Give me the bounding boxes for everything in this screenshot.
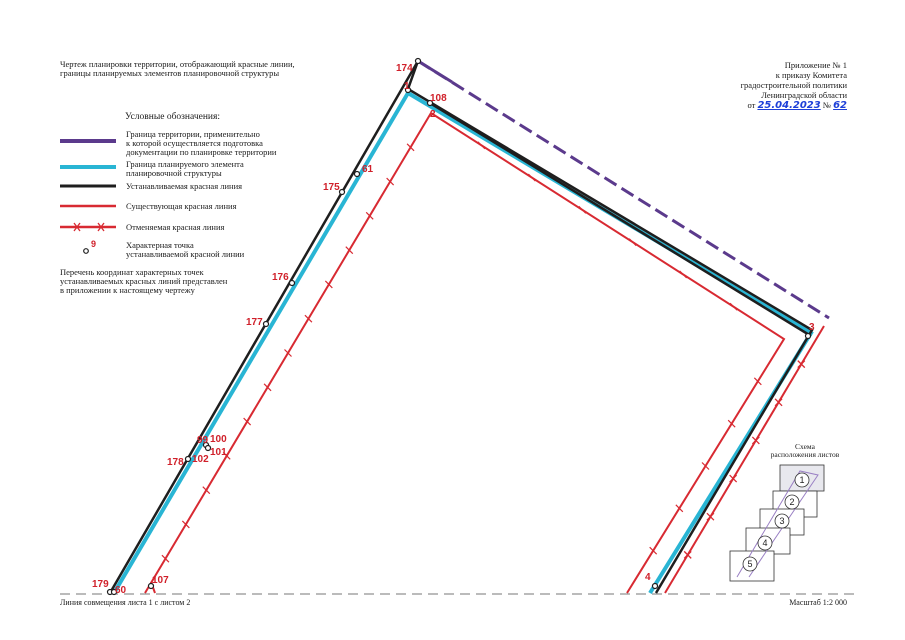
point-label-176: 176: [272, 272, 289, 283]
point-label-174: 174: [396, 63, 413, 74]
point-label-99: 99: [197, 435, 209, 446]
scheme-sheet-3-number: 3: [779, 516, 785, 526]
drawing-title: [60, 60, 390, 78]
appendix-line-4: Ленинградской области: [761, 90, 847, 100]
line-tick: [629, 239, 636, 246]
point-label-108: 108: [430, 93, 447, 104]
legend-title: Условные обозначения:: [125, 112, 221, 122]
point-177-marker: [264, 322, 269, 327]
sheet-layout-scheme: [730, 465, 824, 581]
point-label-107: 107: [152, 575, 169, 586]
point-label-177: 177: [246, 317, 263, 328]
legend-sample-point: [84, 249, 89, 254]
point-label-61: 61: [362, 164, 374, 175]
line-tick: [528, 174, 535, 181]
appendix-date-prefix: от: [747, 100, 756, 110]
legend-label-planned-element: Граница планируемого элемента планировочной структуры: [126, 159, 244, 178]
appendix-number: 62: [833, 100, 847, 111]
point-label-178: 178: [167, 457, 184, 468]
point-175-marker: [340, 190, 345, 195]
junction-caption: Линия совмещения листа 1 с листом 2: [60, 598, 191, 607]
scheme-sheet-5-number: 5: [747, 559, 753, 569]
scheme-sheet-1-number: 1: [799, 475, 805, 485]
territory-boundary-line-top: [418, 61, 452, 82]
appendix-block: [627, 60, 847, 111]
point-4-marker: [653, 584, 658, 589]
line-tick: [478, 142, 485, 149]
established-red-line-3: [430, 103, 811, 336]
legend-label-cancelled: Отменяемая красная линия: [126, 222, 225, 232]
drawing-title-line-2: границы планируемых элементов планировочной структуры: [60, 68, 280, 78]
point-label-60: 60: [115, 585, 127, 596]
legend-label-territory: Граница территории, применительно к которой осуществляется подготовка документации по планировке территории: [126, 129, 277, 157]
appendix-number-prefix: №: [822, 100, 831, 110]
line-tick: [730, 303, 737, 310]
point-label-101: 101: [210, 447, 227, 458]
scale-caption: Масштаб 1:2 000: [789, 598, 847, 607]
legend-sample-point-number: 9: [91, 239, 97, 249]
established-red-line-2: [408, 61, 812, 593]
point-label-100: 100: [210, 434, 227, 445]
point-label-175: 175: [323, 182, 340, 193]
legend-samples: [60, 141, 116, 253]
legend-label-existing: Существующая красная линия: [126, 201, 237, 211]
point-178-marker: [186, 457, 191, 462]
appendix-line-3: градостроительной политики: [740, 80, 847, 90]
point-label-102: 102: [192, 454, 209, 465]
point-3-marker: [806, 334, 811, 339]
appendix-date-line: [627, 100, 847, 111]
appendix-line-1: Приложение № 1: [784, 60, 847, 70]
appendix-date: 25.04.2023: [757, 100, 821, 111]
point-label-1: 1: [404, 81, 410, 92]
point-label-2: 2: [430, 109, 436, 120]
coordinates-note: Перечень координат характерных точек устанавливаемых красных линий представлен в приложении к настоящему чертежу: [60, 267, 228, 295]
scheme-sheet-4-number: 4: [762, 538, 768, 548]
point-label-3: 3: [809, 322, 815, 333]
line-tick: [680, 271, 687, 278]
point-label-4: 4: [645, 572, 651, 583]
drawing-title-line-1: Чертеж планировки территории, отображающий красные линии,: [60, 59, 295, 69]
point-61-marker: [355, 172, 360, 177]
legend-label-established: Устанавливаемая красная линия: [126, 181, 243, 191]
appendix-line-2: к приказу Комитета: [775, 70, 847, 80]
line-tick: [579, 206, 586, 213]
scheme-title: Схема расположения листов: [770, 442, 840, 459]
point-174-marker: [416, 59, 421, 64]
scheme-sheet-2-number: 2: [789, 497, 795, 507]
legend-label-point: Характерная точка устанавливаемой красной линии: [126, 240, 245, 259]
point-label-179: 179: [92, 579, 109, 590]
